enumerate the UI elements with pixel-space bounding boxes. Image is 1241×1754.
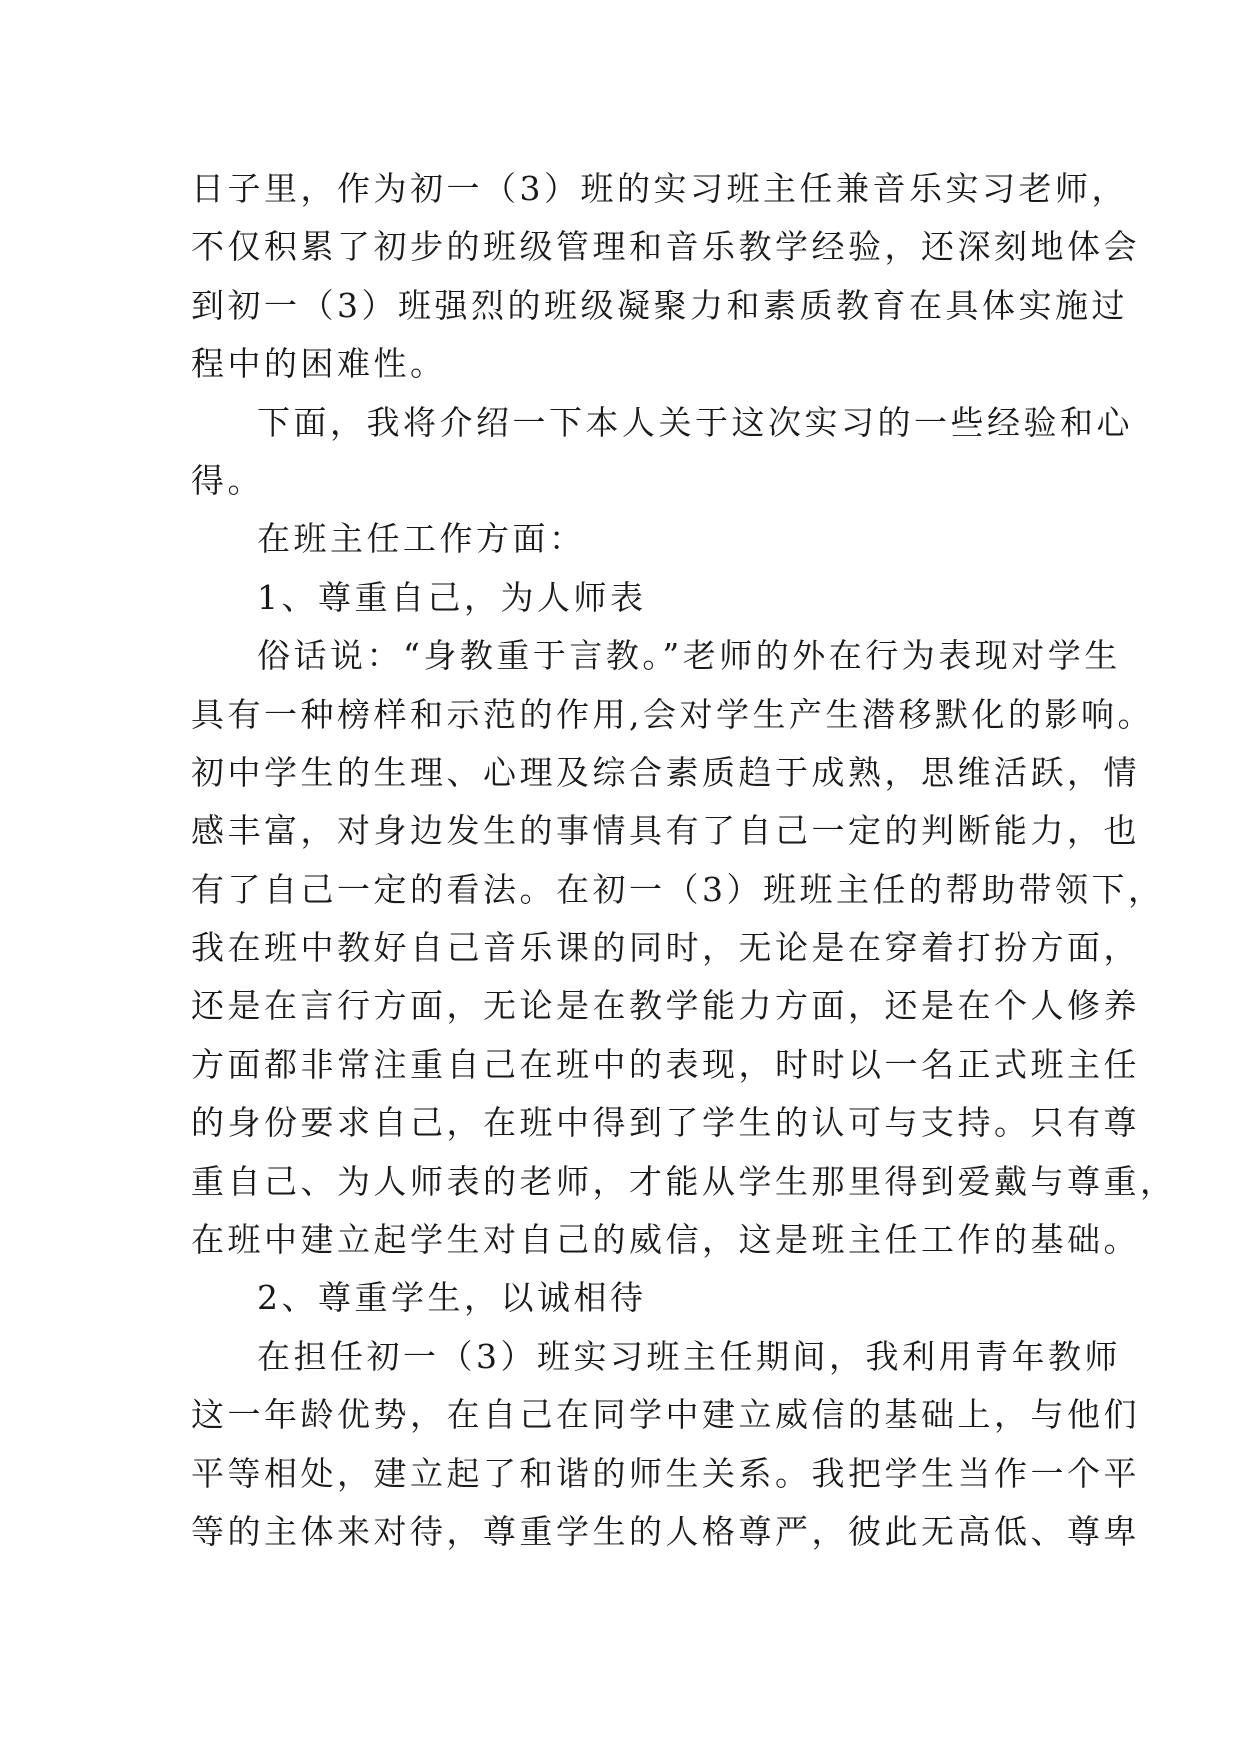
document-body [191, 160, 1177, 1561]
text-line: 这一年龄优势，在自己在同学中建立威信的基础上，与他们 [191, 1395, 1140, 1435]
text-line: 方面都非常注重自己在班中的表现，时时以一名正式班主任 [191, 1044, 1140, 1084]
text-line: 等的主体来对待，尊重学生的人格尊严，彼此无高低、尊卑 [191, 1511, 1140, 1551]
text-line: 具有一种榜样和示范的作用,会对学生产生潜移默化的影响。 [191, 694, 1154, 734]
text-line: 到初一（3）班强烈的班级凝聚力和素质教育在具体实施过 [191, 285, 1128, 325]
text-line: 俗话说：“身教重于言教。”老师的外在行为表现对学生 [257, 636, 1121, 676]
text-line: 下面，我将介绍一下本人关于这次实习的一些经验和心 [257, 402, 1133, 442]
text-line: 重自己、为人师表的老师，才能从学生那里得到爱戴与尊重， [191, 1161, 1177, 1201]
text-line: 在担任初一（3）班实习班主任期间，我利用青年教师 [257, 1336, 1121, 1376]
text-line: 的身份要求自己，在班中得到了学生的认可与支持。只有尊 [191, 1103, 1140, 1143]
text-line: 平等相处，建立起了和谐的师生关系。我把学生当作一个平 [191, 1453, 1140, 1493]
text-line: 在班中建立起学生对自己的威信，这是班主任工作的基础。 [191, 1220, 1140, 1260]
text-line: 日子里，作为初一（3）班的实习班主任兼音乐实习老师， [191, 169, 1128, 208]
text-line: 感丰富，对身边发生的事情具有了自己一定的判断能力，也 [191, 811, 1140, 851]
text-line: 我在班中教好自己音乐课的同时，无论是在穿着打扮方面， [191, 928, 1140, 968]
subsection-heading: 2、尊重学生，以诚相待 [257, 1278, 647, 1318]
text-line: 得。 [191, 460, 264, 500]
text-line: 程中的困难性。 [191, 344, 447, 384]
text-line: 初中学生的生理、心理及综合素质趋于成熟，思维活跃，情 [191, 752, 1140, 792]
section-heading: 在班主任工作方面： [257, 519, 586, 559]
text-line: 有了自己一定的看法。在初一（3）班班主任的帮助带领下， [191, 869, 1165, 909]
subsection-heading: 1、尊重自己，为人师表 [257, 577, 647, 617]
text-line: 还是在言行方面，无论是在教学能力方面，还是在个人修养 [191, 986, 1140, 1026]
text-line: 不仅积累了初步的班级管理和音乐教学经验，还深刻地体会 [191, 227, 1140, 267]
